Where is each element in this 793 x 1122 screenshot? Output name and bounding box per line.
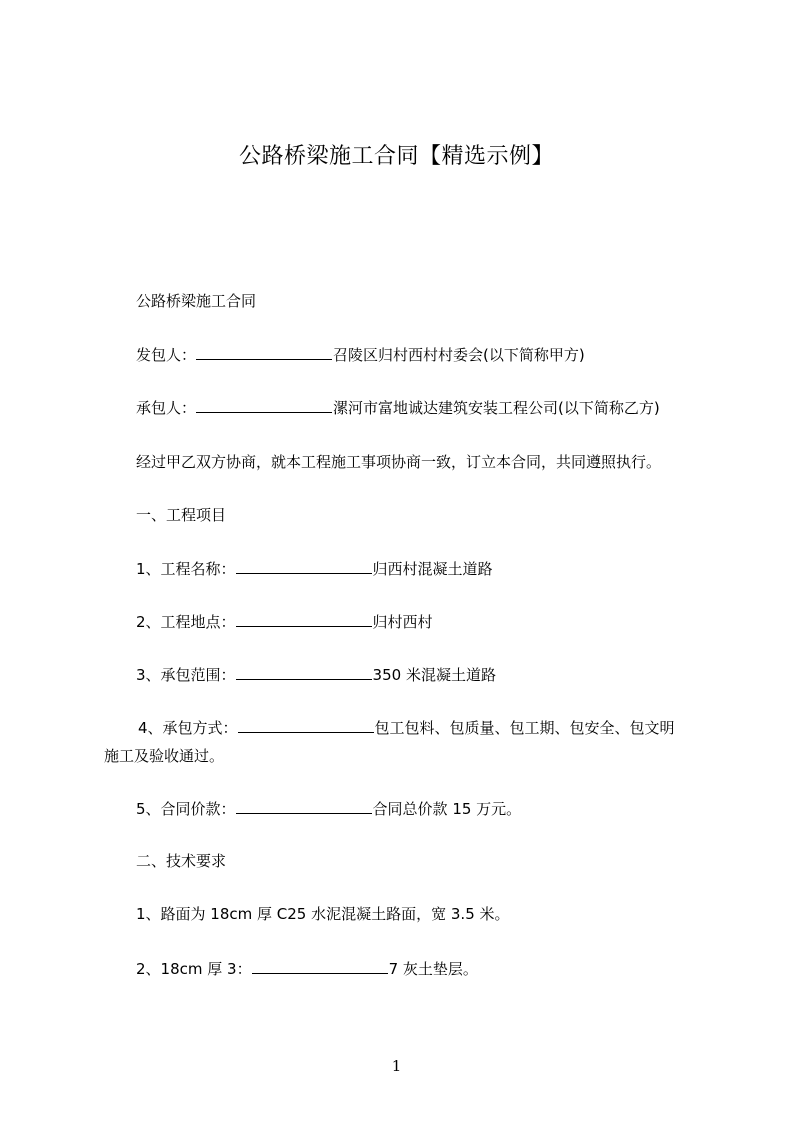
item4-first-line xyxy=(104,714,704,742)
item4-paragraph xyxy=(104,714,704,770)
item4-value: 包工包料、包质量、包工期、包安全、包文明 xyxy=(374,719,675,737)
section2-heading: 二、技术要求 xyxy=(136,852,227,870)
tech2-value: 7 灰土垫层。 xyxy=(388,960,478,978)
employer-blank xyxy=(196,343,332,360)
item3-value: 350 米混凝土道路 xyxy=(372,666,496,684)
intro-line xyxy=(104,451,704,473)
tech2-line xyxy=(104,957,704,980)
item1-value: 归西村混凝土道路 xyxy=(372,560,493,578)
page-number: 1 xyxy=(391,1057,402,1075)
tech1-text: 1、路面为 18cm 厚 C25 水泥混凝土路面，宽 3.5 米。 xyxy=(136,905,510,923)
contractor-line xyxy=(104,396,704,419)
section1-line xyxy=(104,504,704,526)
item3-line xyxy=(104,663,704,686)
item2-value: 归村西村 xyxy=(372,613,433,631)
contractor-value: 漯河市富地诚达建筑安装工程公司(以下简称乙方) xyxy=(333,399,660,417)
contractor-label: 承包人： xyxy=(136,399,197,417)
item3-label: 3、承包范围： xyxy=(136,666,236,684)
tech2-blank xyxy=(252,957,388,974)
tech2-label: 2、18cm 厚 3： xyxy=(136,960,252,978)
item2-line xyxy=(104,610,704,633)
item5-label: 5、合同价款： xyxy=(136,800,236,818)
tech1-line xyxy=(104,903,704,925)
item1-label: 1、工程名称： xyxy=(136,560,236,578)
item1-blank xyxy=(236,557,372,574)
item4-label: 4、承包方式： xyxy=(138,719,238,737)
employer-line xyxy=(104,343,704,366)
item1-line xyxy=(104,557,704,580)
employer-value: 召陵区归村西村村委会(以下简称甲方) xyxy=(333,346,585,364)
section1-heading: 一、工程项目 xyxy=(136,506,227,524)
contract-name: 公路桥梁施工合同 xyxy=(136,292,257,310)
item4-blank xyxy=(238,716,374,733)
item5-line xyxy=(104,797,704,820)
item3-blank xyxy=(236,663,372,680)
contract-name-line xyxy=(104,290,704,312)
item2-label: 2、工程地点： xyxy=(136,613,236,631)
item5-blank xyxy=(236,797,372,814)
section2-line xyxy=(104,850,704,872)
employer-label: 发包人： xyxy=(136,346,197,364)
intro-text: 经过甲乙双方协商，就本工程施工事项协商一致，订立本合同，共同遵照执行。 xyxy=(136,453,662,471)
item5-value: 合同总价款 15 万元。 xyxy=(372,800,522,818)
document-title: 公路桥梁施工合同【精选示例】 xyxy=(238,144,554,169)
contractor-blank xyxy=(196,396,332,413)
item2-blank xyxy=(236,610,372,627)
item4-continuation: 施工及验收通过。 xyxy=(104,747,225,765)
